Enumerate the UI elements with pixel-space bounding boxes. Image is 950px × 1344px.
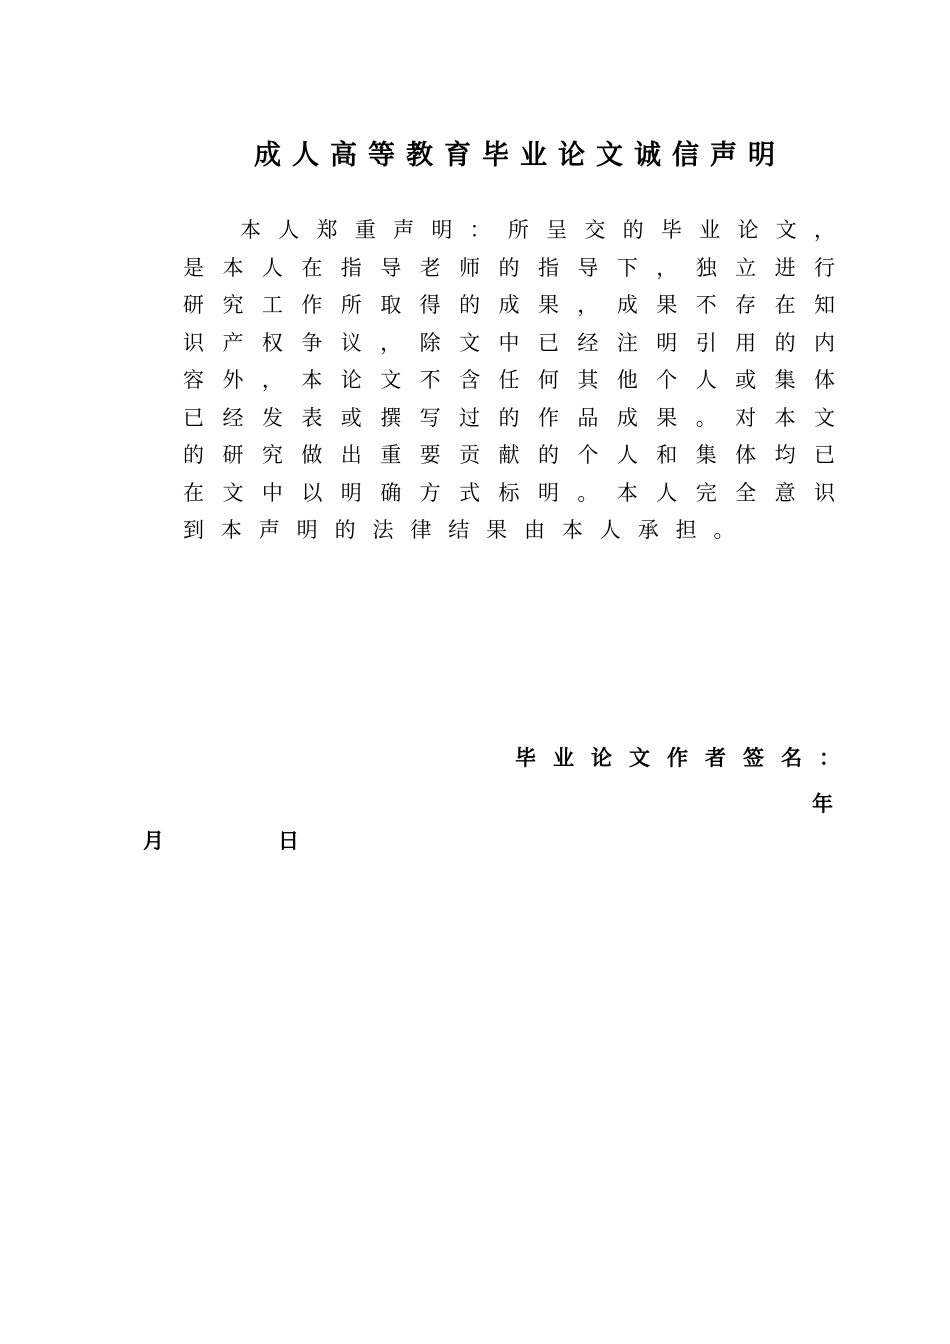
body-char: 所 bbox=[507, 218, 529, 242]
body-char: 人 bbox=[616, 443, 638, 467]
body-char: 在 bbox=[183, 480, 204, 505]
body-char: 。 bbox=[713, 518, 735, 542]
body-char: 文 bbox=[775, 218, 797, 242]
body-char: 在 bbox=[301, 255, 323, 280]
body-char: 所 bbox=[340, 293, 362, 317]
body-line bbox=[183, 325, 835, 363]
body-char: 的 bbox=[622, 218, 644, 242]
declaration-body bbox=[183, 212, 835, 550]
year-label: 年 bbox=[812, 792, 833, 816]
body-char: ， bbox=[656, 255, 678, 280]
body-char: 经 bbox=[222, 405, 244, 430]
body-char: 意 bbox=[774, 480, 796, 505]
body-char: 产 bbox=[222, 330, 244, 355]
body-line bbox=[183, 512, 835, 550]
body-char: 何 bbox=[537, 368, 559, 392]
body-char: 要 bbox=[419, 443, 441, 467]
body-char: 贡 bbox=[459, 443, 481, 467]
body-char: 的 bbox=[334, 518, 356, 542]
body-char: 用 bbox=[735, 330, 757, 355]
body-char: 指 bbox=[537, 255, 559, 280]
body-char: 人 bbox=[695, 368, 717, 392]
body-char: 的 bbox=[774, 330, 796, 355]
body-char: 均 bbox=[774, 443, 796, 467]
body-char: 除 bbox=[419, 330, 441, 355]
body-char: 存 bbox=[735, 293, 757, 317]
body-char: 发 bbox=[261, 405, 283, 430]
body-char: 识 bbox=[814, 480, 835, 505]
body-char: 到 bbox=[183, 518, 204, 542]
body-line bbox=[183, 437, 835, 475]
body-char: ， bbox=[380, 330, 402, 355]
body-char: 人 bbox=[656, 480, 678, 505]
body-char: 完 bbox=[695, 480, 717, 505]
body-char: 独 bbox=[695, 255, 717, 280]
body-char: 本 bbox=[561, 518, 583, 542]
body-line bbox=[183, 212, 835, 250]
body-char: ， bbox=[813, 218, 835, 242]
body-char: 他 bbox=[616, 368, 638, 392]
body-char: 文 bbox=[459, 330, 481, 355]
signature-label: 毕业论文作者签名： bbox=[515, 746, 840, 770]
body-char: 或 bbox=[735, 368, 757, 392]
body-char: 引 bbox=[695, 330, 717, 355]
body-char: 交 bbox=[584, 218, 606, 242]
body-char: 成 bbox=[616, 293, 638, 317]
body-char: 或 bbox=[340, 405, 362, 430]
body-char: 体 bbox=[735, 443, 757, 467]
body-char: 郑 bbox=[316, 218, 338, 242]
body-char: 本 bbox=[301, 368, 323, 392]
body-char: 在 bbox=[774, 293, 796, 317]
body-char: 方 bbox=[419, 480, 441, 505]
body-char: 的 bbox=[498, 255, 520, 280]
body-char: 写 bbox=[419, 405, 441, 430]
body-char: 是 bbox=[183, 255, 204, 280]
body-char: 已 bbox=[537, 330, 559, 355]
body-char: 式 bbox=[459, 480, 481, 505]
day-label: 日 bbox=[278, 829, 299, 853]
body-char: 文 bbox=[814, 405, 835, 430]
body-char: 的 bbox=[537, 443, 559, 467]
body-char: 明 bbox=[340, 480, 362, 505]
body-char: 的 bbox=[183, 443, 204, 467]
body-char: 其 bbox=[577, 368, 599, 392]
body-char: 体 bbox=[814, 368, 835, 392]
body-char: ， bbox=[577, 293, 599, 317]
body-char: 和 bbox=[656, 443, 678, 467]
body-char: 的 bbox=[498, 405, 520, 430]
body-char: 声 bbox=[393, 218, 415, 242]
body-char: 人 bbox=[599, 518, 621, 542]
body-char: 品 bbox=[577, 405, 599, 430]
body-char: 全 bbox=[735, 480, 757, 505]
body-char: 本 bbox=[220, 518, 242, 542]
body-char: 进 bbox=[774, 255, 796, 280]
body-char: 做 bbox=[301, 443, 323, 467]
body-char: 人 bbox=[261, 255, 283, 280]
body-char: 由 bbox=[524, 518, 546, 542]
body-char: 毕 bbox=[660, 218, 682, 242]
body-char: 。 bbox=[577, 480, 599, 505]
body-char: 外 bbox=[222, 368, 244, 392]
body-char: 果 bbox=[537, 293, 559, 317]
body-char: ： bbox=[469, 218, 491, 242]
body-char: 集 bbox=[774, 368, 796, 392]
body-char: 明 bbox=[537, 480, 559, 505]
body-char: 研 bbox=[183, 293, 204, 317]
body-char: 集 bbox=[695, 443, 717, 467]
body-char: 。 bbox=[695, 405, 717, 430]
body-char: 研 bbox=[222, 443, 244, 467]
body-char: 导 bbox=[380, 255, 402, 280]
body-char: 权 bbox=[261, 330, 283, 355]
body-char: 个 bbox=[656, 368, 678, 392]
body-char: 任 bbox=[498, 368, 520, 392]
body-char: 究 bbox=[222, 293, 244, 317]
body-char: 立 bbox=[735, 255, 757, 280]
body-char: 导 bbox=[577, 255, 599, 280]
body-char: 究 bbox=[261, 443, 283, 467]
body-char: 知 bbox=[814, 293, 835, 317]
body-char: 撰 bbox=[380, 405, 402, 430]
body-char: 行 bbox=[814, 255, 835, 280]
body-char: 个 bbox=[577, 443, 599, 467]
body-char: 议 bbox=[340, 330, 362, 355]
body-char: 的 bbox=[459, 293, 481, 317]
body-char: 中 bbox=[261, 480, 283, 505]
body-char: 取 bbox=[380, 293, 402, 317]
body-char: ， bbox=[261, 368, 283, 392]
body-char: 识 bbox=[183, 330, 204, 355]
body-line bbox=[183, 475, 835, 513]
body-char: 文 bbox=[222, 480, 244, 505]
body-char: 人 bbox=[278, 218, 300, 242]
body-char: 下 bbox=[616, 255, 638, 280]
body-char: 内 bbox=[814, 330, 835, 355]
body-char: 文 bbox=[380, 368, 402, 392]
body-char: 献 bbox=[498, 443, 520, 467]
body-char: 指 bbox=[340, 255, 362, 280]
body-char: 注 bbox=[616, 330, 638, 355]
page-title: 成人高等教育毕业论文诚信声明 bbox=[254, 140, 786, 171]
body-char: 论 bbox=[737, 218, 759, 242]
body-char: 重 bbox=[354, 218, 376, 242]
body-char: 担 bbox=[675, 518, 697, 542]
body-char: 作 bbox=[301, 293, 323, 317]
body-line bbox=[183, 400, 835, 438]
body-line bbox=[183, 287, 835, 325]
body-char: 表 bbox=[301, 405, 323, 430]
body-char: 不 bbox=[695, 293, 717, 317]
body-char: 声 bbox=[258, 518, 280, 542]
body-char: 过 bbox=[459, 405, 481, 430]
body-char: 业 bbox=[699, 218, 721, 242]
body-char: 明 bbox=[656, 330, 678, 355]
body-char: 明 bbox=[296, 518, 318, 542]
month-label: 月 bbox=[143, 829, 164, 853]
body-line bbox=[183, 250, 835, 288]
body-char: 作 bbox=[537, 405, 559, 430]
body-char: 以 bbox=[301, 480, 323, 505]
body-char: 对 bbox=[735, 405, 757, 430]
body-char: 不 bbox=[419, 368, 441, 392]
body-char: 经 bbox=[577, 330, 599, 355]
body-char: 本 bbox=[616, 480, 638, 505]
body-char: 确 bbox=[380, 480, 402, 505]
body-char: 已 bbox=[183, 405, 204, 430]
body-char: 出 bbox=[340, 443, 362, 467]
body-char: 明 bbox=[431, 218, 453, 242]
body-char: 论 bbox=[340, 368, 362, 392]
body-char: 结 bbox=[448, 518, 470, 542]
body-char: 成 bbox=[616, 405, 638, 430]
body-char: 中 bbox=[498, 330, 520, 355]
body-char: 容 bbox=[183, 368, 204, 392]
body-line bbox=[183, 362, 835, 400]
body-char: 争 bbox=[301, 330, 323, 355]
body-char: 呈 bbox=[546, 218, 568, 242]
body-char: 本 bbox=[240, 218, 261, 242]
body-char: 得 bbox=[419, 293, 441, 317]
body-char: 师 bbox=[459, 255, 481, 280]
body-char: 已 bbox=[814, 443, 835, 467]
body-char: 果 bbox=[656, 405, 678, 430]
body-char: 果 bbox=[656, 293, 678, 317]
body-char: 成 bbox=[498, 293, 520, 317]
body-char: 标 bbox=[498, 480, 520, 505]
body-char: 法 bbox=[372, 518, 394, 542]
body-char: 律 bbox=[410, 518, 432, 542]
body-char: 老 bbox=[419, 255, 441, 280]
body-char: 本 bbox=[774, 405, 796, 430]
body-char: 重 bbox=[380, 443, 402, 467]
body-char: 工 bbox=[261, 293, 283, 317]
body-char: 果 bbox=[486, 518, 508, 542]
body-char: 含 bbox=[459, 368, 481, 392]
body-char: 本 bbox=[222, 255, 244, 280]
body-char: 承 bbox=[637, 518, 659, 542]
